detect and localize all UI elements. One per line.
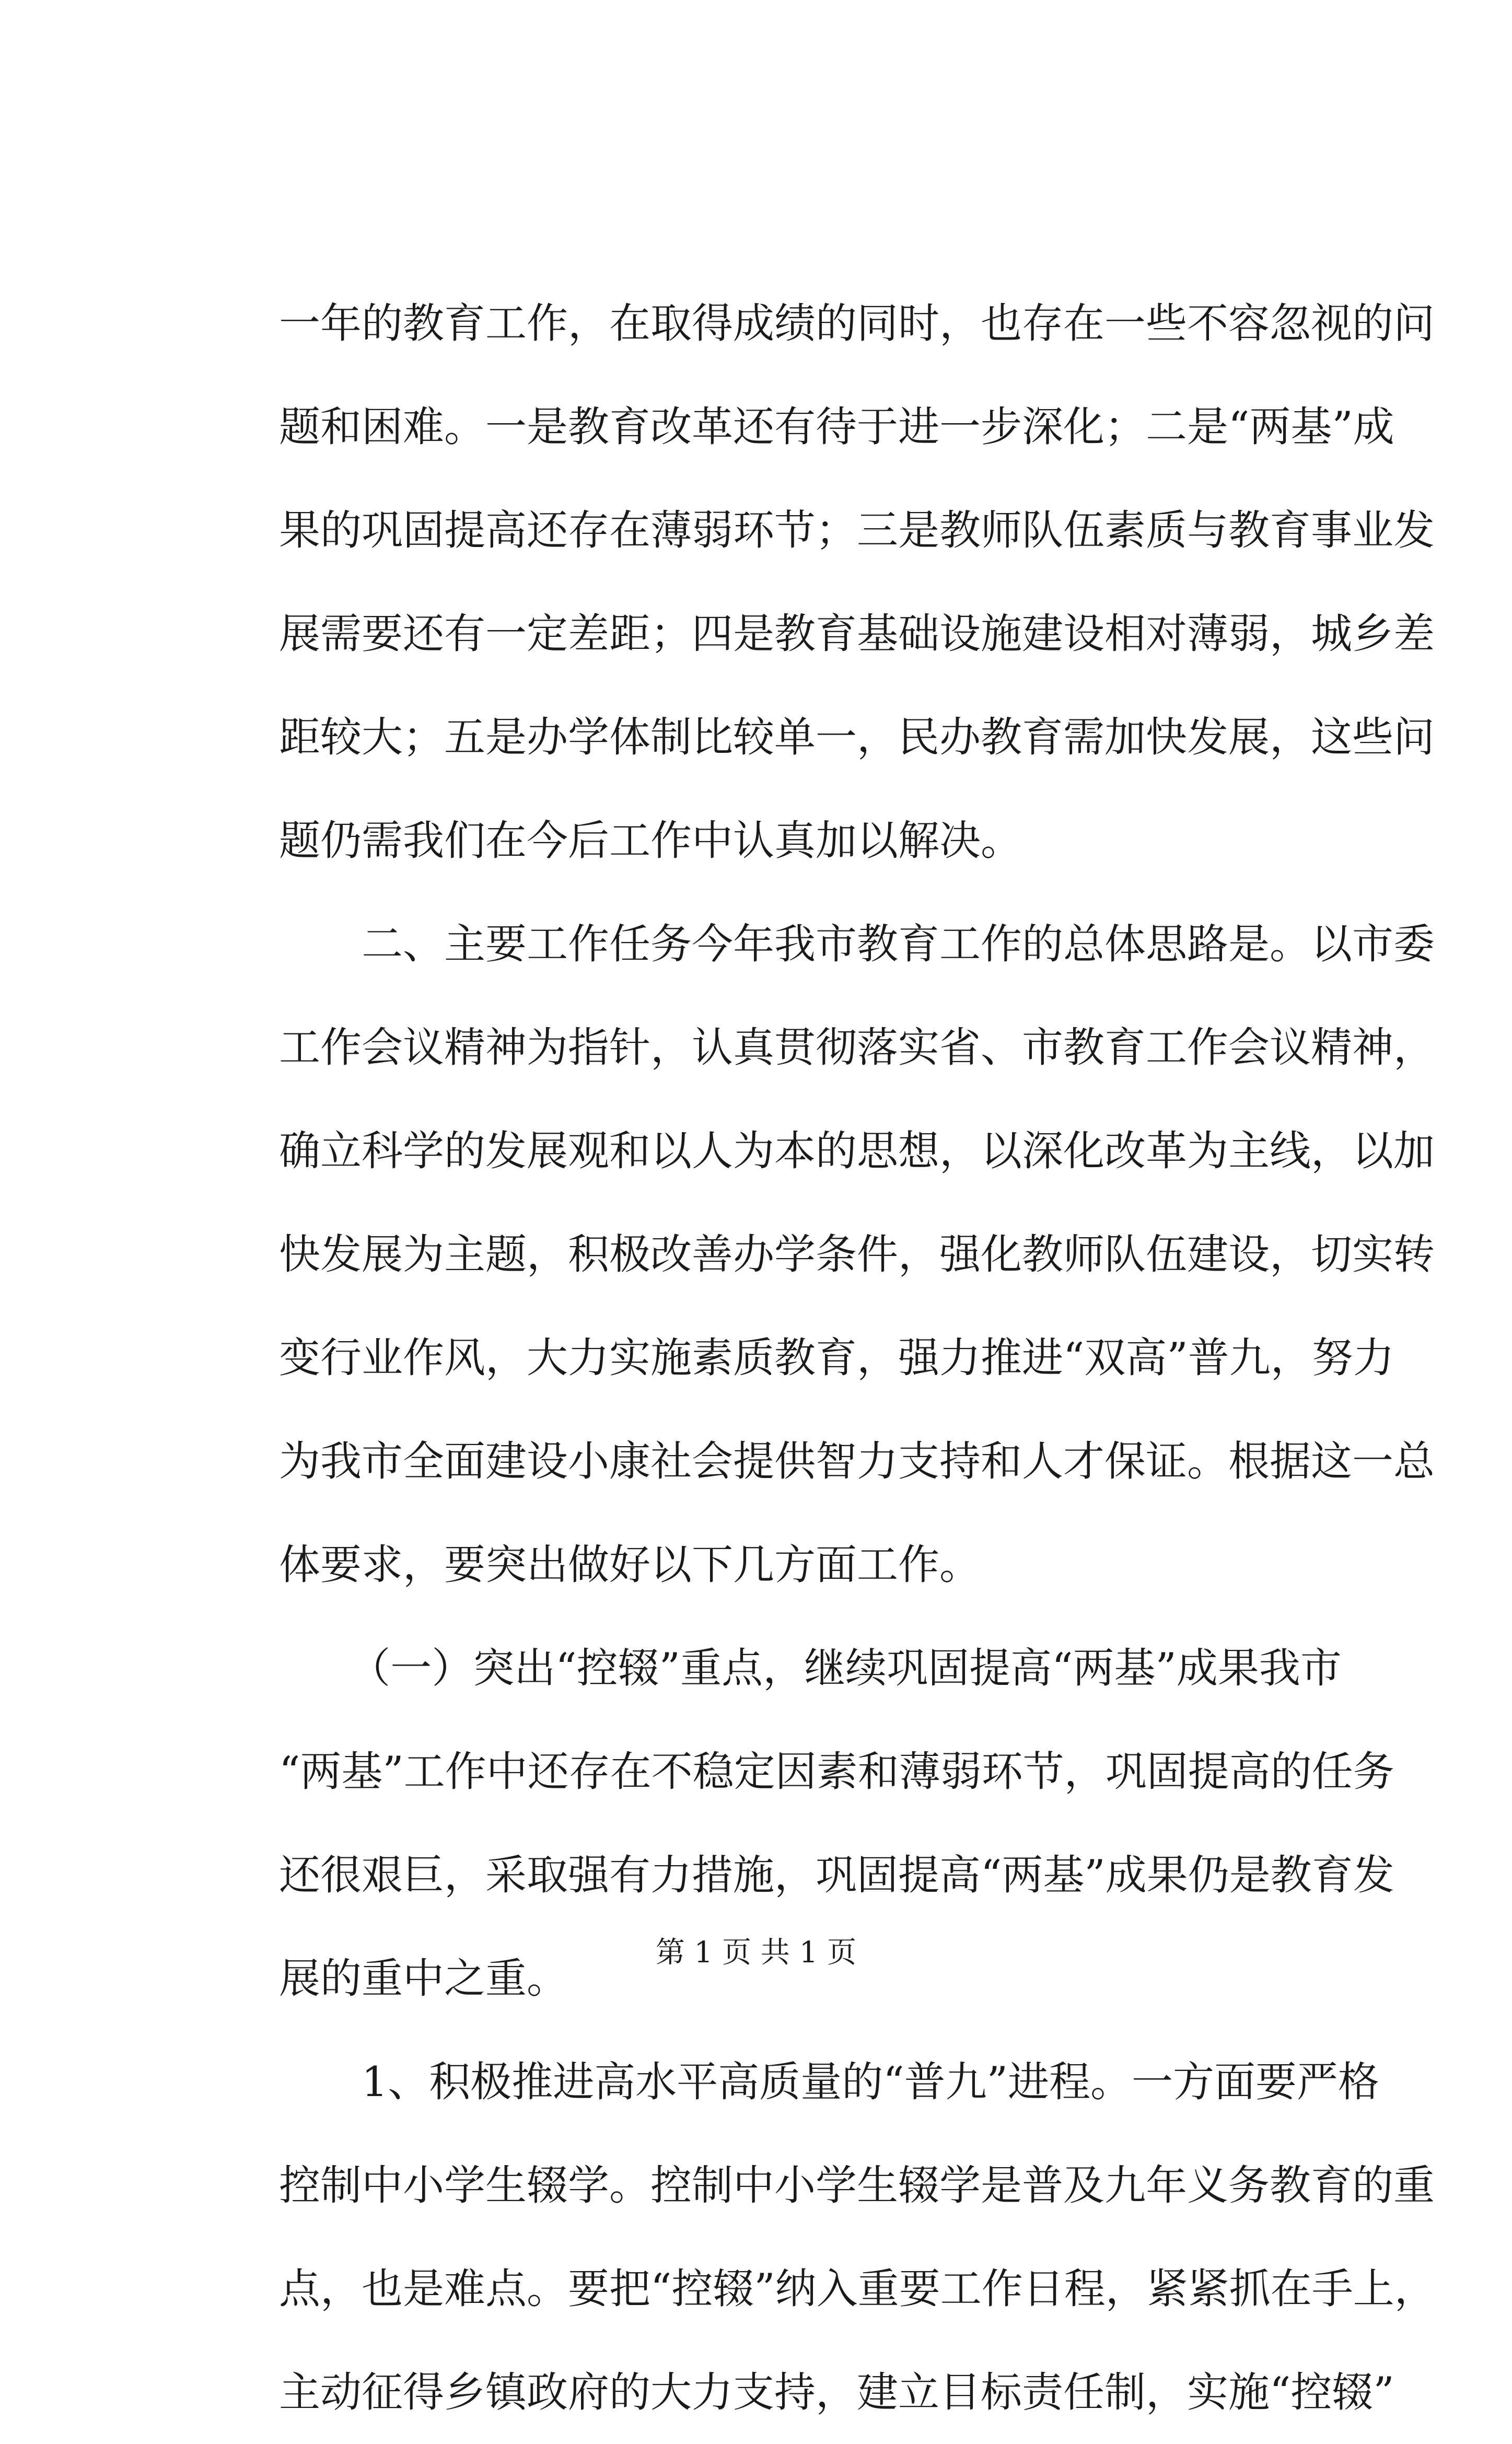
text-line: 还很艰巨，采取强有力措施，巩固提高“两基”成果仍是教育发 [279,1851,1394,1899]
page-footer [0,1932,1512,1974]
text-line: 工作会议精神为指针，认真贯彻落实省、市教育工作会议精神， [279,1023,1435,1072]
text-line: 展的重中之重。 [279,1954,568,2003]
text-line: 二、主要工作任务今年我市教育工作的总体思路是。以市委 [362,920,1435,968]
text-line: （一）突出“控辍”重点，继续巩固提高“两基”成果我市 [349,1644,1342,1692]
text-line: 展需要还有一定差距；四是教育基础设施建设相对薄弱，城乡差 [279,610,1435,658]
text-line: 题仍需我们在今后工作中认真加以解决。 [279,817,1022,865]
text-line: 变行业作风，大力实施素质教育，强力推进“双高”普九，努力 [279,1334,1394,1382]
text-line: 1、积极推进高水平高质量的“普九”进程。一方面要严格 [362,2058,1380,2106]
text-line: 点，也是难点。要把“控辍”纳入重要工作日程，紧紧抓在手上， [279,2265,1436,2313]
text-line: 主动征得乡镇政府的大力支持，建立目标责任制，实施“控辍” [279,2368,1394,2416]
page-number-label: 第 1 页 共 1 页 [655,1936,857,1970]
text-line: 确立科学的发展观和以人为本的思想，以深化改革为主线，以加 [279,1127,1435,1175]
text-line: 果的巩固提高还存在薄弱环节；三是教师队伍素质与教育事业发 [279,506,1435,554]
text-line: 题和困难。一是教育改革还有待于进一步深化；二是“两基”成 [279,403,1394,451]
text-line: 快发展为主题，积极改善办学条件，强化教师队伍建设，切实转 [279,1230,1435,1278]
text-line: 控制中小学生辍学。控制中小学生辍学是普及九年义务教育的重 [279,2161,1435,2209]
text-line: 为我市全面建设小康社会提供智力支持和人才保证。根据这一总 [279,1437,1435,1485]
text-line: 一年的教育工作，在取得成绩的同时，也存在一些不容忽视的问 [279,299,1435,347]
body-text [279,272,1436,2444]
text-line: “两基”工作中还存在不稳定因素和薄弱环节，巩固提高的任务 [279,1748,1394,1796]
text-line: 体要求，要突出做好以下几方面工作。 [279,1541,981,1589]
text-line: 距较大；五是办学体制比较单一，民办教育需加快发展，这些问 [279,713,1435,761]
